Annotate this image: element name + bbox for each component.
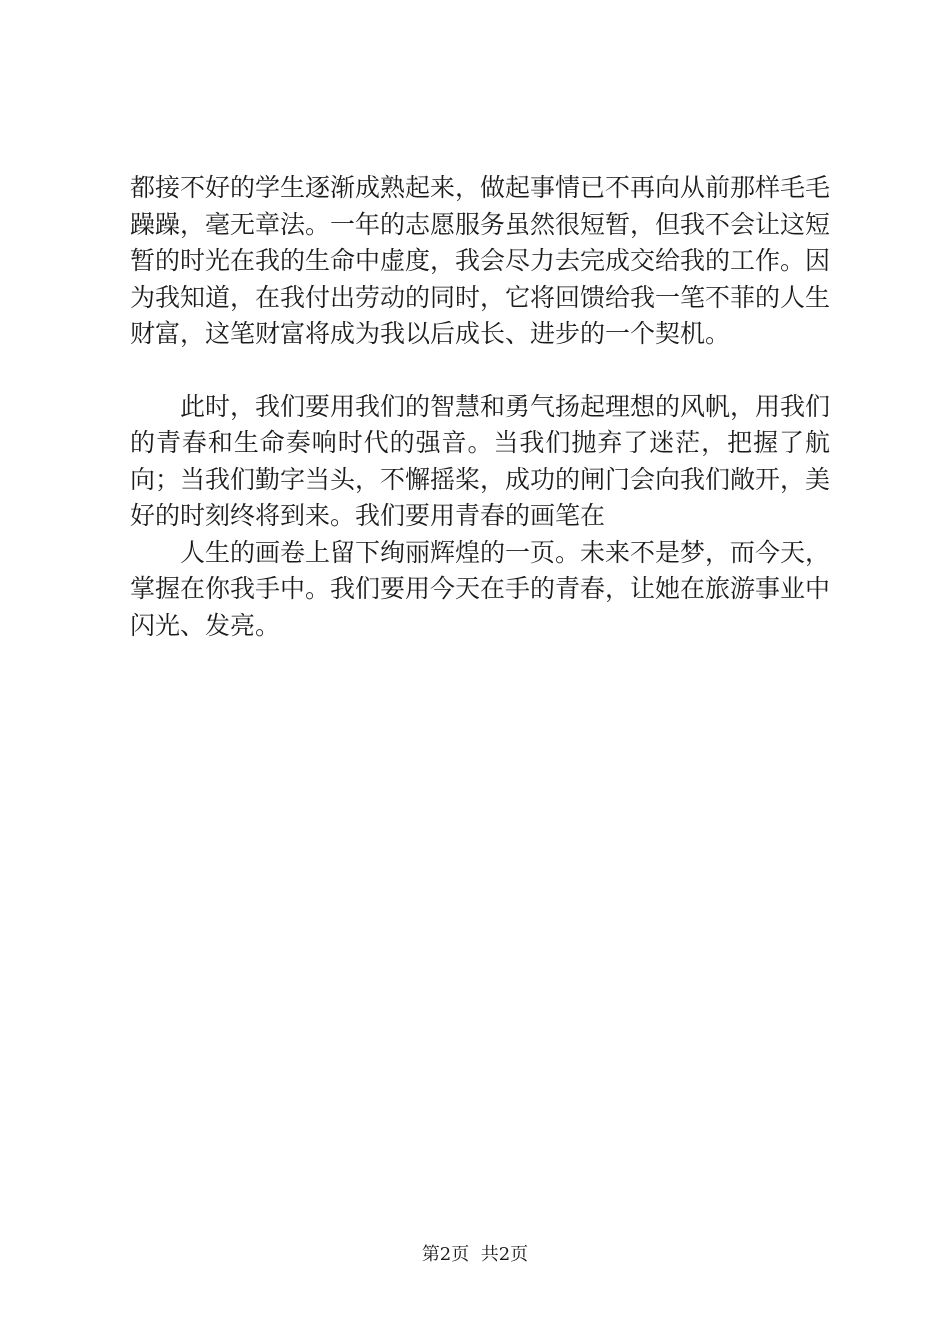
- page-footer: 第2页 共2页: [421, 1244, 529, 1265]
- paragraph-2: 此时，我们要用我们的智慧和勇气扬起理想的风帆，用我们的青春和生命奏响时代的强音。当我们抛弃了迷茫，把握了航向；当我们勤字当头，不懈摇桨，成功的闸门会向我们敞开，美好的时刻终将到来。我们要用青春的画笔在: [130, 391, 831, 530]
- document-body: [130, 170, 830, 644]
- paragraph-3: 人生的画卷上留下绚丽辉煌的一页。未来不是梦，而今天，掌握在你我手中。我们要用今天在手的青春，让她在旅游事业中闪光、发亮。: [130, 537, 831, 640]
- paragraph-1: 都接不好的学生逐渐成熟起来，做起事情已不再向从前那样毛毛躁躁，毫无章法。一年的志愿服务虽然很短暂，但我不会让这短暂的时光在我的生命中虚度，我会尽力去完成交给我的工作。因为我知道，在我付出劳动的同时，它将回馈给我一笔不菲的人生财富，这笔财富将成为我以后成长、进步的一个契机。: [130, 173, 831, 348]
